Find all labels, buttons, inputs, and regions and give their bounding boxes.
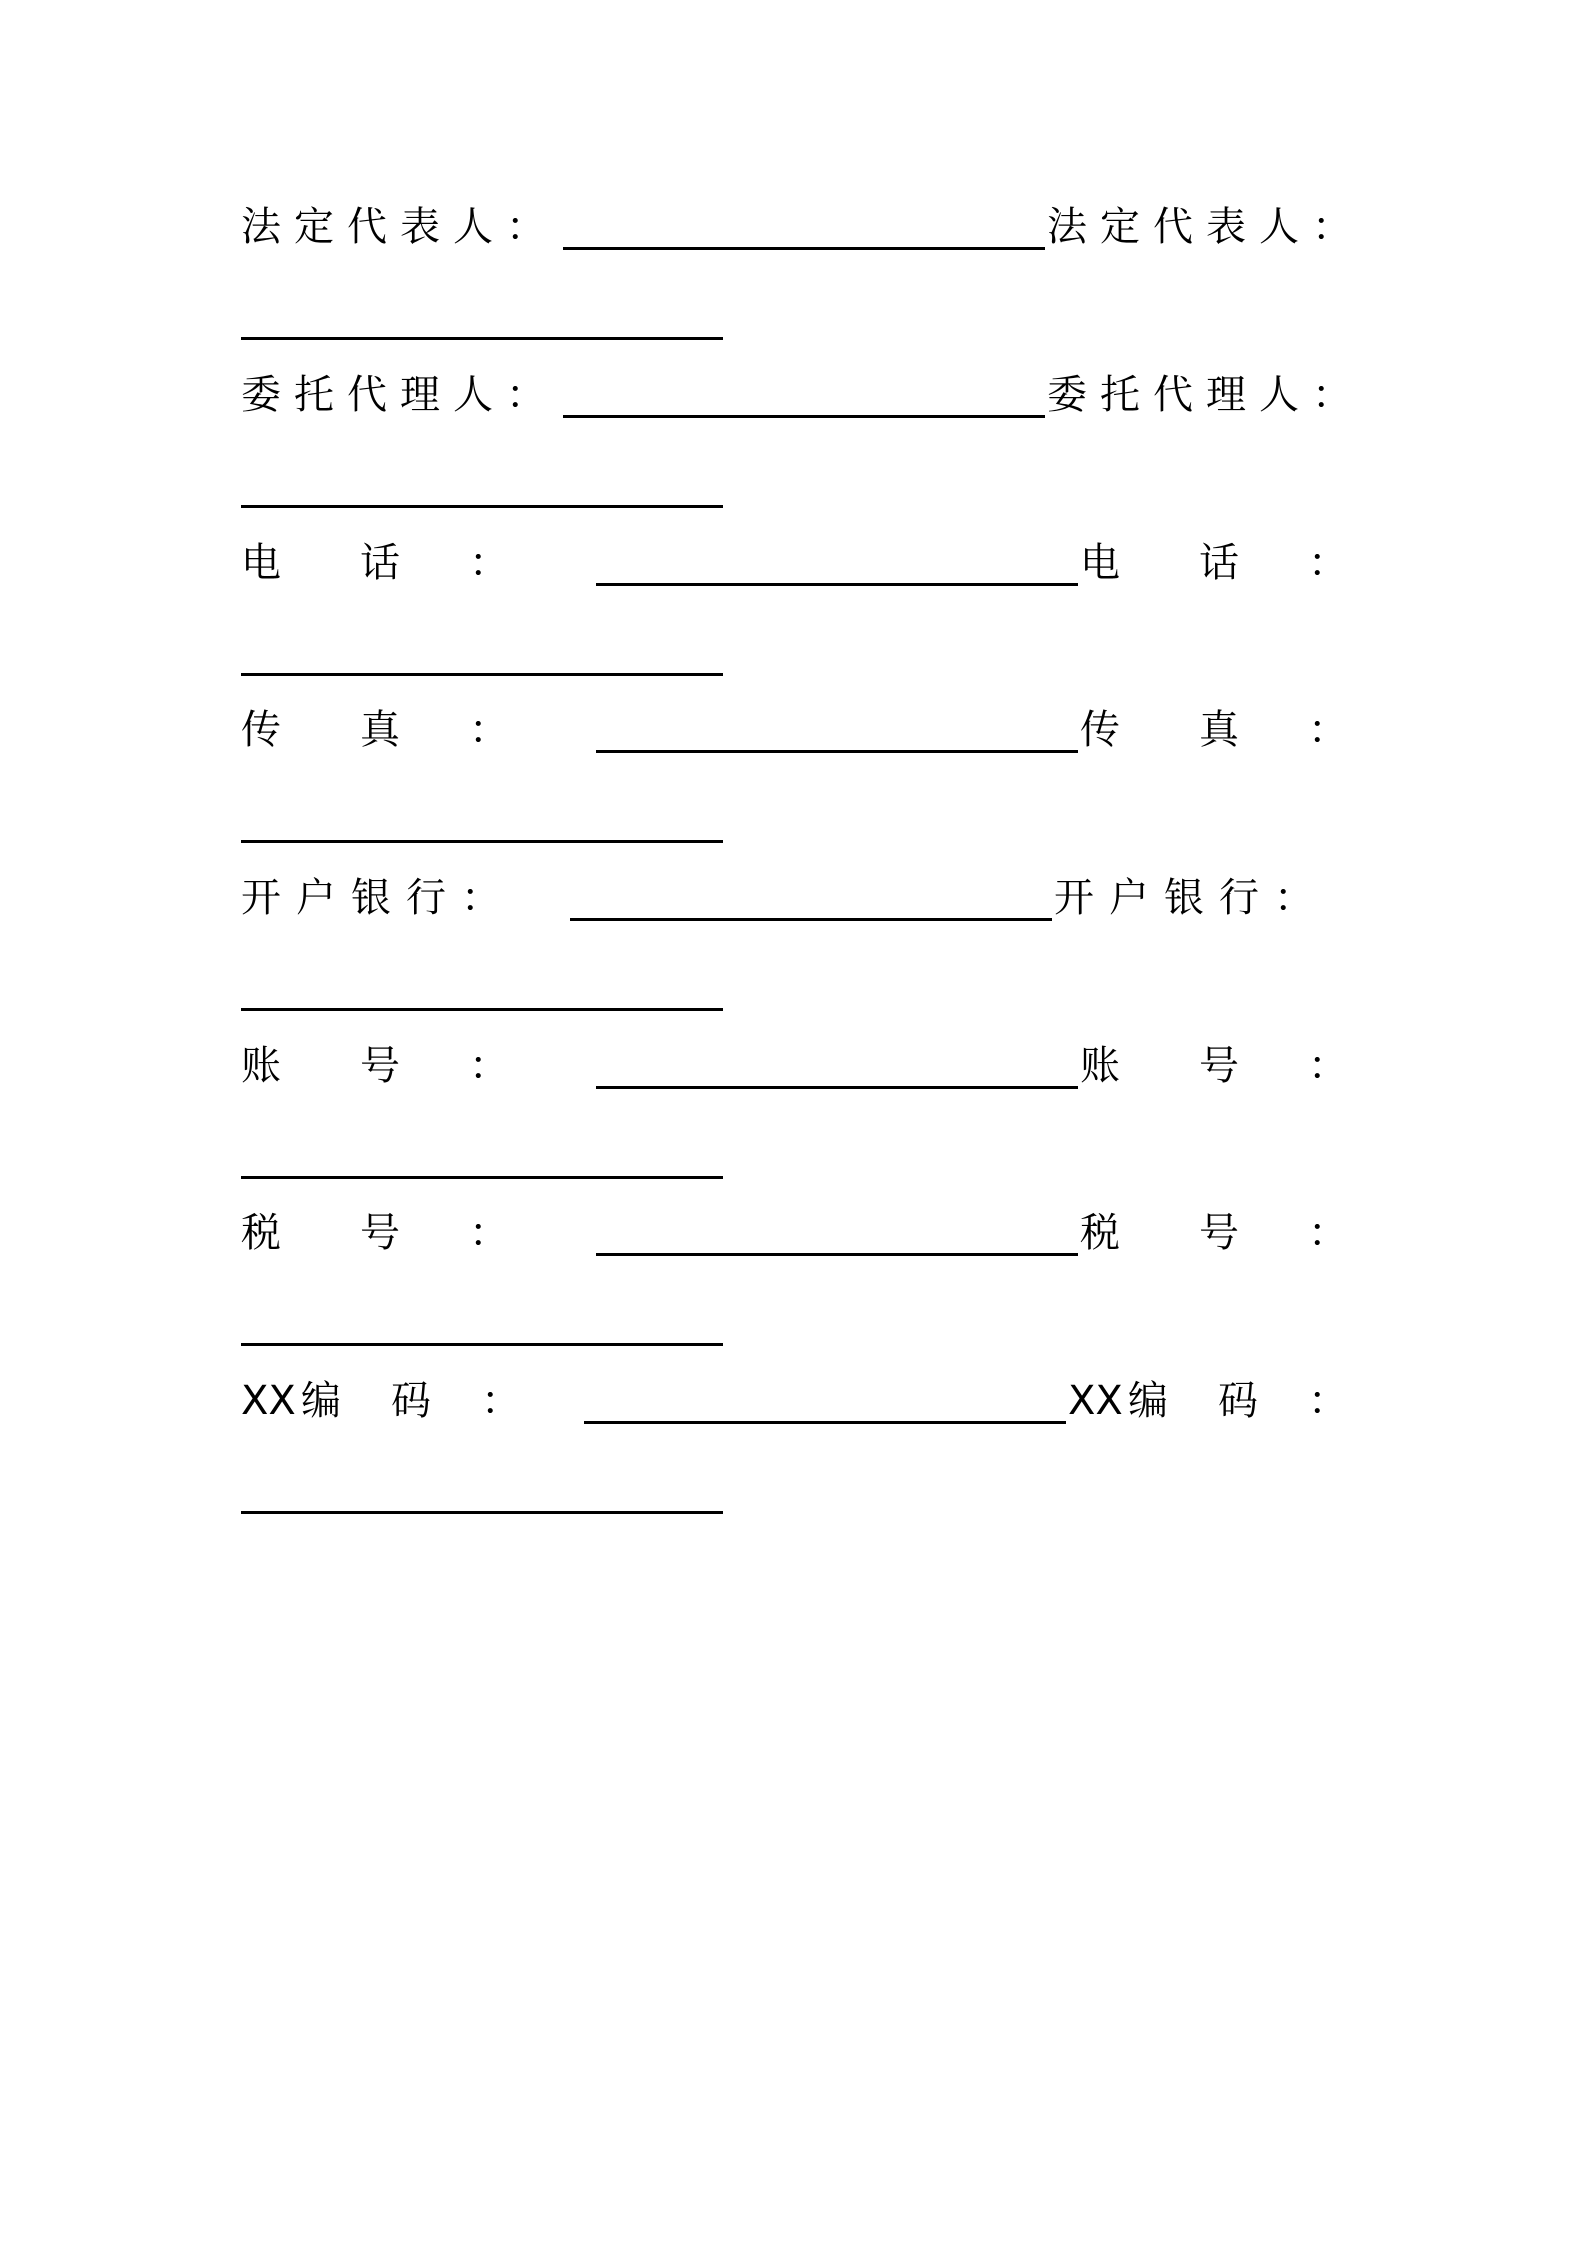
continuation-blank-line[interactable]	[241, 840, 723, 843]
field-row-bank	[241, 868, 1341, 928]
label-glyph: 号	[360, 1043, 400, 1089]
continuation-blank-line[interactable]	[241, 1008, 723, 1011]
label-glyph: ：	[469, 540, 509, 586]
label-glyph: 号	[360, 1210, 400, 1256]
continuation-blank-line[interactable]	[241, 1511, 723, 1514]
field-row-legal-representative	[241, 197, 1352, 257]
left-blank-line[interactable]	[596, 750, 1078, 753]
label-glyph: 银	[1164, 875, 1204, 921]
label-glyph: 行	[406, 875, 446, 921]
left-blank-line[interactable]	[563, 247, 1045, 250]
continuation-blank-line[interactable]	[241, 673, 723, 676]
label-glyph: ：	[469, 707, 509, 753]
field-row-account	[241, 1036, 1348, 1096]
label-glyph: 委	[1047, 372, 1087, 418]
label-glyph: 托	[1100, 372, 1140, 418]
left-blank-line[interactable]	[563, 415, 1045, 418]
label-glyph: 表	[1206, 204, 1246, 250]
label-glyph: 编	[301, 1378, 341, 1424]
label-glyph: 账	[241, 1043, 281, 1089]
continuation-blank-line[interactable]	[241, 1176, 723, 1179]
label-glyph: 代	[1153, 204, 1193, 250]
label-glyph: ：	[1308, 540, 1348, 586]
label-glyph: 法	[1047, 204, 1087, 250]
label-glyph: ：	[461, 875, 501, 921]
continuation-blank-line[interactable]	[241, 1343, 723, 1346]
label-glyph: 理	[400, 372, 440, 418]
field-row-agent	[241, 365, 1352, 425]
label-glyph: 码	[1218, 1378, 1258, 1424]
label-glyph: 传	[1080, 707, 1120, 753]
label-glyph: 开	[1054, 875, 1094, 921]
label-glyph: 定	[294, 204, 334, 250]
label-glyph: 托	[294, 372, 334, 418]
left-blank-line[interactable]	[596, 583, 1078, 586]
label-glyph: 行	[1219, 875, 1259, 921]
label-glyph: 理	[1206, 372, 1246, 418]
label-glyph: 税	[241, 1210, 281, 1256]
label-glyph: 真	[360, 707, 400, 753]
label-glyph: 法	[241, 204, 281, 250]
left-blank-line[interactable]	[570, 918, 1052, 921]
continuation-blank-line[interactable]	[241, 505, 723, 508]
label-glyph: 表	[400, 204, 440, 250]
label-glyph: 话	[360, 540, 400, 586]
label-glyph: 户	[1109, 875, 1149, 921]
label-glyph: ：	[481, 1378, 521, 1424]
label-glyph: ：	[506, 372, 546, 418]
label-glyph: ：	[1308, 707, 1348, 753]
field-row-fax	[241, 700, 1348, 760]
left-blank-line[interactable]	[596, 1253, 1078, 1256]
label-glyph: 银	[351, 875, 391, 921]
label-glyph: 编	[1128, 1378, 1168, 1424]
label-glyph: XX	[241, 1378, 296, 1424]
label-glyph: 电	[241, 540, 281, 586]
label-glyph: 开	[241, 875, 281, 921]
label-glyph: 人	[453, 204, 493, 250]
label-glyph: 户	[296, 875, 336, 921]
label-glyph: 定	[1100, 204, 1140, 250]
label-glyph: 账	[1080, 1043, 1120, 1089]
label-glyph: ：	[1312, 204, 1352, 250]
label-glyph: 电	[1080, 540, 1120, 586]
label-glyph: ：	[1312, 372, 1352, 418]
label-glyph: 委	[241, 372, 281, 418]
label-glyph: 人	[1259, 204, 1299, 250]
label-glyph: ：	[1308, 1378, 1348, 1424]
left-blank-line[interactable]	[584, 1421, 1066, 1424]
left-blank-line[interactable]	[596, 1086, 1078, 1089]
field-row-code	[241, 1371, 1348, 1431]
label-glyph: 人	[1259, 372, 1299, 418]
label-glyph: 税	[1080, 1210, 1120, 1256]
label-glyph: ：	[1308, 1043, 1348, 1089]
label-glyph: ：	[506, 204, 546, 250]
label-glyph: XX	[1068, 1378, 1123, 1424]
label-glyph: 号	[1199, 1043, 1239, 1089]
label-glyph: 传	[241, 707, 281, 753]
label-glyph: 话	[1199, 540, 1239, 586]
label-glyph: ：	[469, 1210, 509, 1256]
label-glyph: 代	[1153, 372, 1193, 418]
field-row-tax-id	[241, 1203, 1348, 1263]
label-glyph: ：	[1308, 1210, 1348, 1256]
label-glyph: 人	[453, 372, 493, 418]
label-glyph: 号	[1199, 1210, 1239, 1256]
field-row-phone	[241, 533, 1348, 593]
label-glyph: 代	[347, 204, 387, 250]
label-glyph: 代	[347, 372, 387, 418]
label-glyph: ：	[469, 1043, 509, 1089]
continuation-blank-line[interactable]	[241, 337, 723, 340]
label-glyph: 码	[391, 1378, 431, 1424]
label-glyph: 真	[1199, 707, 1239, 753]
label-glyph: ：	[1274, 875, 1314, 921]
